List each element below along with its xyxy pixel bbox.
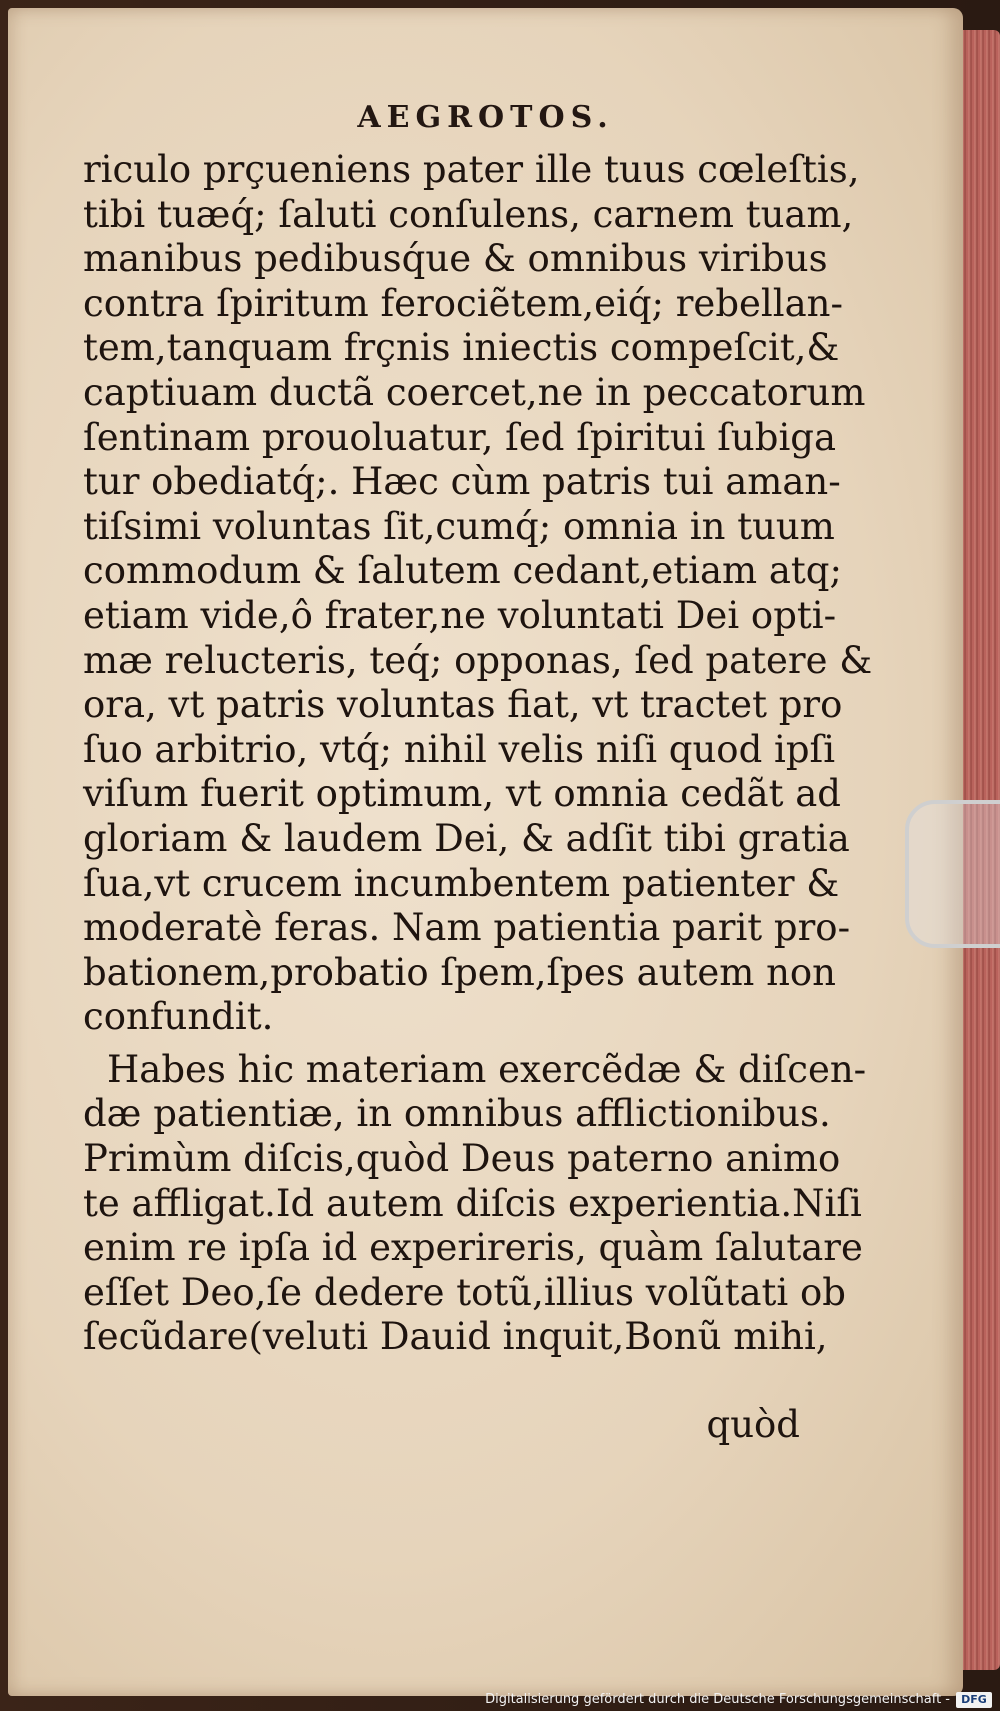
- text-line: manibus pedibusq́ue & omnibus viribus: [83, 237, 828, 281]
- text-line: dæ patientiæ, in omnibus afflictionibus.: [83, 1092, 831, 1136]
- text-line: gloriam & laudem Dei, & adſit tibi gratia: [83, 816, 850, 860]
- text-line: etiam vide,ô frater,ne voluntati Dei opti-: [83, 593, 837, 637]
- text-line: captiuam ductã coercet,ne in peccatorum: [83, 370, 866, 414]
- text-line: riculo prçueniens pater ille tuus cœleſtis,: [83, 148, 860, 191]
- text-line: ſentinam prouoluatur, ſed ſpiritui ſubiga: [83, 415, 837, 459]
- text-line: contra ſpiritum ferociẽtem,eiq́; rebellan-: [83, 281, 843, 325]
- text-line: ſua,vt crucem incumbentem patienter &: [83, 861, 840, 905]
- text-line: bationem,probatio ſpem,ſpes autem non: [83, 950, 837, 994]
- text-line: commodum & ſalutem cedant,etiam atq;: [83, 549, 842, 593]
- text-line: tem,tanquam frçnis iniectis compeſcit,&: [83, 326, 840, 370]
- text-line: ora, vt patris voluntas fiat, vt tractet pro: [83, 683, 843, 727]
- text-line: eſſet Deo,ſe dedere totũ,illius volũtati ob: [83, 1270, 846, 1314]
- text-block: [83, 148, 873, 1360]
- catchword: quòd: [706, 1403, 800, 1446]
- text-line: moderatè feras. Nam patientia parit pro-: [83, 906, 851, 950]
- text-line: mæ relucteris, teq́; opponas, ſed patere &: [83, 638, 873, 682]
- text-line: viſum fuerit optimum, vt omnia cedãt ad: [83, 772, 841, 816]
- text-line: tibi tuæq́; ſaluti conſulens, carnem tuam,: [83, 192, 854, 236]
- text-line: Primùm diſcis,quòd Deus paterno animo: [83, 1137, 841, 1181]
- text-line: enim re ipſa id experireris, quàm ſalutare: [83, 1226, 863, 1270]
- text-line: confundit.: [83, 995, 274, 1039]
- book-page: [8, 8, 963, 1696]
- text-line: ſecũdare(veluti Dauid inquit,Bonũ mihi,: [83, 1315, 828, 1359]
- text-line: te affligat.Id autem diſcis experientia.Niſi: [83, 1181, 862, 1225]
- digitization-credit: Digitalisierung gefördert durch die Deutsche Forschungsgemeinschaft -: [485, 1692, 950, 1707]
- dfg-logo: DFG: [956, 1692, 992, 1708]
- running-head: AEGROTOS.: [357, 100, 614, 135]
- paragraph-2: [83, 1047, 867, 1360]
- text-line: tiſsimi voluntas ſit,cumq́; omnia in tuum: [83, 504, 835, 548]
- text-line: tur obediatq́;. Hæc cùm patris tui aman-: [83, 460, 841, 504]
- paragraph-1: [83, 148, 873, 1040]
- page-clip: [905, 800, 1000, 948]
- text-line: ſuo arbitrio, vtq́; nihil velis niſi quod ipſi: [83, 727, 836, 771]
- text-line: Habes hic materiam exercẽdæ & diſcen-: [107, 1047, 867, 1091]
